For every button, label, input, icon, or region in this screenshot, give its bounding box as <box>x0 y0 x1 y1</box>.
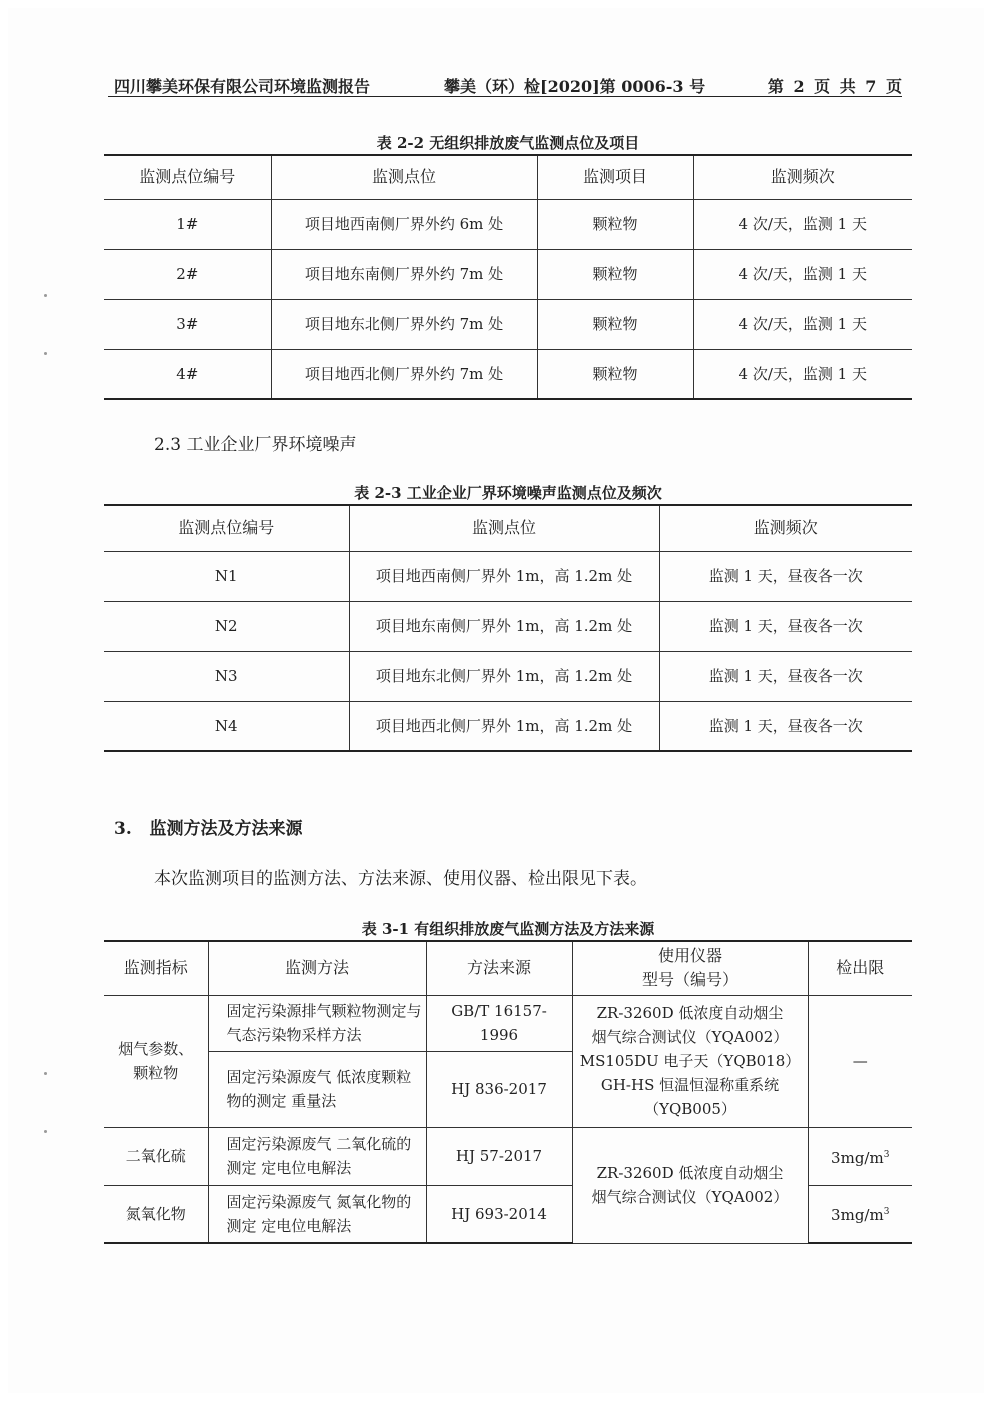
table-row <box>104 995 912 1051</box>
column-header: 监测方法 <box>208 941 426 995</box>
table-2-2 <box>104 154 912 400</box>
limit-cell <box>808 1185 912 1243</box>
instrument-line: MS105DU 电子天（YQB018） <box>579 1052 801 1070</box>
monitor-item: 颗粒物 <box>537 349 693 399</box>
point-location: 项目地西南侧厂界外 1m，高 1.2m 处 <box>349 551 659 601</box>
section-3-heading <box>114 814 303 839</box>
section-2-3-title: 2.3 工业企业厂界环境噪声 <box>154 435 357 455</box>
point-location: 项目地东南侧厂界外 1m，高 1.2m 处 <box>349 601 659 651</box>
table-3-1 <box>104 940 912 1244</box>
source-cell: GB/T 16157-1996 <box>426 995 572 1051</box>
point-location: 项目地东南侧厂界外约 7m 处 <box>271 249 537 299</box>
instrument-line: ZR-3260D 低浓度自动烟尘 <box>596 1004 784 1022</box>
column-header: 监测频次 <box>659 505 912 551</box>
monitor-frequency: 监测 1 天，昼夜各一次 <box>659 601 912 651</box>
table-header-row <box>104 941 912 995</box>
monitor-frequency: 监测 1 天，昼夜各一次 <box>659 551 912 601</box>
report-number: 攀美（环）检[2020]第 0006-3 号 <box>444 77 706 96</box>
point-id: 1# <box>104 199 271 249</box>
column-header <box>572 941 808 995</box>
method-cell: 固定污染源废气 氮氧化物的测定 定电位电解法 <box>208 1185 426 1243</box>
point-id: 2# <box>104 249 271 299</box>
method-cell: 固定污染源废气 低浓度颗粒物的测定 重量法 <box>208 1051 426 1127</box>
report-header <box>108 72 902 97</box>
table-row <box>104 249 912 299</box>
indicator-cell: 烟气参数、颗粒物 <box>104 995 208 1127</box>
column-header: 监测项目 <box>537 155 693 199</box>
source-cell: HJ 693-2014 <box>426 1185 572 1243</box>
monitor-frequency: 4 次/天，监测 1 天 <box>693 299 912 349</box>
scan-speck <box>44 1130 47 1133</box>
company-name: 四川攀美环保有限公司环境监测报告 <box>114 77 371 96</box>
scan-speck <box>44 294 47 297</box>
limit-cell: — <box>808 995 912 1127</box>
section-3-intro: 本次监测项目的监测方法、方法来源、使用仪器、检出限见下表。 <box>154 869 647 889</box>
point-location: 项目地西南侧厂界外约 6m 处 <box>271 199 537 249</box>
column-header: 方法来源 <box>426 941 572 995</box>
section-3-title: 监测方法及方法来源 <box>149 819 303 839</box>
instrument-line: GH-HS 恒温恒湿称重系统 <box>600 1076 780 1094</box>
page-number: 第 2 页 共 7 页 <box>767 77 902 96</box>
table-3-1-caption: 表 3-1 有组织排放废气监测方法及方法来源 <box>361 920 655 938</box>
point-id: N2 <box>104 601 349 651</box>
monitor-item: 颗粒物 <box>537 249 693 299</box>
monitor-frequency: 监测 1 天，昼夜各一次 <box>659 701 912 751</box>
column-header: 监测指标 <box>104 941 208 995</box>
column-header: 监测点位编号 <box>104 155 271 199</box>
table-header-row <box>104 505 912 551</box>
limit-exponent: 3 <box>883 1149 890 1160</box>
table-row <box>104 349 912 399</box>
monitor-item: 颗粒物 <box>537 299 693 349</box>
table-row <box>104 299 912 349</box>
limit-exponent: 3 <box>883 1207 890 1218</box>
method-cell: 固定污染源排气颗粒物测定与气态污染物采样方法 <box>208 995 426 1051</box>
point-location: 项目地东北侧厂界外 1m，高 1.2m 处 <box>349 651 659 701</box>
point-id: 3# <box>104 299 271 349</box>
instrument-line: （YQB005） <box>644 1100 736 1118</box>
monitor-frequency: 4 次/天，监测 1 天 <box>693 349 912 399</box>
monitor-frequency: 4 次/天，监测 1 天 <box>693 249 912 299</box>
point-location: 项目地西北侧厂界外约 7m 处 <box>271 349 537 399</box>
source-cell: HJ 836-2017 <box>426 1051 572 1127</box>
limit-value: 3mg/m <box>831 1148 884 1167</box>
point-id: N1 <box>104 551 349 601</box>
column-header: 监测点位 <box>349 505 659 551</box>
table-2-2-caption: 表 2-2 无组织排放废气监测点位及项目 <box>376 134 640 152</box>
instrument-cell <box>572 1127 808 1243</box>
instrument-cell <box>572 995 808 1127</box>
table-header-row <box>104 155 912 199</box>
source-cell: HJ 57-2017 <box>426 1127 572 1185</box>
table-row <box>104 551 912 601</box>
point-id: N3 <box>104 651 349 701</box>
monitor-frequency: 4 次/天，监测 1 天 <box>693 199 912 249</box>
table-row <box>104 199 912 249</box>
table-row <box>104 701 912 751</box>
table-row <box>104 601 912 651</box>
section-3-number: 3. <box>114 819 132 839</box>
instrument-header-line2: 型号（编号） <box>641 970 738 990</box>
instrument-header-line1: 使用仪器 <box>657 946 722 966</box>
table-2-3 <box>104 504 912 752</box>
point-location: 项目地东北侧厂界外约 7m 处 <box>271 299 537 349</box>
point-id: 4# <box>104 349 271 399</box>
point-location: 项目地西北侧厂界外 1m，高 1.2m 处 <box>349 701 659 751</box>
table-2-3-caption: 表 2-3 工业企业厂界环境噪声监测点位及频次 <box>354 484 662 502</box>
indicator-cell: 氮氧化物 <box>104 1185 208 1243</box>
method-cell: 固定污染源废气 二氧化硫的测定 定电位电解法 <box>208 1127 426 1185</box>
column-header: 监测频次 <box>693 155 912 199</box>
instrument-line: 烟气综合测试仪（YQA002） <box>591 1028 789 1046</box>
column-header: 监测点位 <box>271 155 537 199</box>
instrument-line: ZR-3260D 低浓度自动烟尘 <box>596 1164 784 1182</box>
instrument-line: 烟气综合测试仪（YQA002） <box>591 1188 789 1206</box>
table-row <box>104 651 912 701</box>
scan-speck <box>44 1072 47 1075</box>
limit-value: 3mg/m <box>831 1206 884 1225</box>
column-header: 检出限 <box>808 941 912 995</box>
limit-cell <box>808 1127 912 1185</box>
monitor-frequency: 监测 1 天，昼夜各一次 <box>659 651 912 701</box>
monitor-item: 颗粒物 <box>537 199 693 249</box>
point-id: N4 <box>104 701 349 751</box>
table-row <box>104 1127 912 1185</box>
column-header: 监测点位编号 <box>104 505 349 551</box>
indicator-cell: 二氧化硫 <box>104 1127 208 1185</box>
scan-speck <box>44 352 47 355</box>
